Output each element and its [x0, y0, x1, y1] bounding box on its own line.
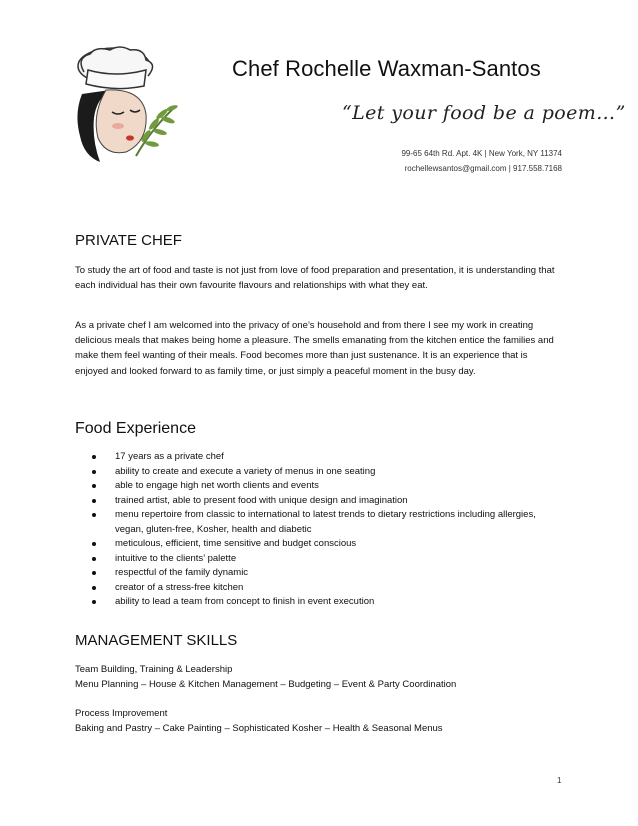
list-item [75, 465, 565, 480]
address-line: 99-65 64th Rd. Apt. 4K | New York, NY 11374 [401, 149, 562, 158]
bullet-icon [92, 600, 96, 604]
list-item-text: able to engage high net worth clients and events [115, 480, 319, 491]
bullet-icon [92, 513, 96, 517]
page-number: 1 [557, 776, 562, 785]
list-item-text: intuitive to the clients’ palette [115, 552, 237, 564]
management-skill-line: Team Building, Training & Leadership [75, 664, 233, 675]
bullet-icon [92, 557, 96, 561]
list-item-text: 17 years as a private chef [115, 451, 224, 462]
chef-illustration-icon [66, 44, 184, 172]
bullet-icon [92, 571, 96, 575]
private-chef-paragraph: As a private chef I am welcomed into the privacy of one’s household and from there I see my work in creating delicious meals that makes being home a pleasure. The smells emanating from the kitchen entice the families and make them feel wanting of their meals. Food becomes more than just sustenance. It is an experience that is enjoyed and looked forward to as family time, or just simply a peaceful moment in the busy day. [75, 320, 554, 377]
bullet-icon [92, 455, 96, 459]
food-experience-heading: Food Experience [75, 420, 196, 437]
tagline: “Let your food be a poem…” [342, 102, 626, 124]
list-item-text: ability to lead a team from concept to finish in event execution [115, 596, 375, 607]
private-chef-paragraph: To study the art of food and taste is not just from love of food preparation and presentation, it is understanding that each individual has their own favourite flavours and relationships with what they eat. [75, 265, 555, 292]
list-item-text: creator of a stress-free kitchen [115, 581, 244, 593]
list-item-text: respectful of the family dynamic [115, 567, 249, 578]
list-item [75, 450, 565, 465]
list-item-text: meticulous, efficient, time sensitive and budget conscious [115, 538, 357, 549]
management-skill-line: Baking and Pastry – Cake Painting – Sophisticated Kosher – Health & Seasonal Menus [75, 723, 443, 734]
list-item [75, 494, 565, 509]
chef-name: Chef Rochelle Waxman-Santos [232, 56, 541, 81]
bullet-icon [92, 542, 96, 546]
list-item [75, 479, 565, 494]
list-item [75, 508, 565, 537]
bullet-icon [92, 470, 96, 474]
list-item-text: menu repertoire from classic to international to latest trends to dietary restrictions including allergies, vegan, gluten-free, Kosher, health and diabetic [115, 509, 536, 535]
bullet-icon [92, 586, 96, 590]
list-item [75, 566, 565, 581]
list-item-text: ability to create and execute a variety of menus in one seating [115, 465, 376, 477]
management-skill-line: Menu Planning – House & Kitchen Management – Budgeting – Event & Party Coordination [75, 679, 457, 690]
management-skills-heading: MANAGEMENT SKILLS [75, 632, 238, 649]
list-item [75, 581, 565, 596]
list-item [75, 552, 565, 567]
list-item-text: trained artist, able to present food with unique design and imagination [115, 494, 408, 506]
email-phone-line: rochellewsantos@gmail.com | 917.558.7168 [404, 164, 562, 173]
list-item [75, 537, 565, 552]
private-chef-heading: PRIVATE CHEF [75, 232, 182, 249]
bullet-icon [92, 484, 96, 488]
list-item [75, 595, 565, 610]
management-skill-line: Process Improvement [75, 708, 168, 719]
bullet-icon [92, 499, 96, 503]
food-experience-list [75, 450, 565, 610]
